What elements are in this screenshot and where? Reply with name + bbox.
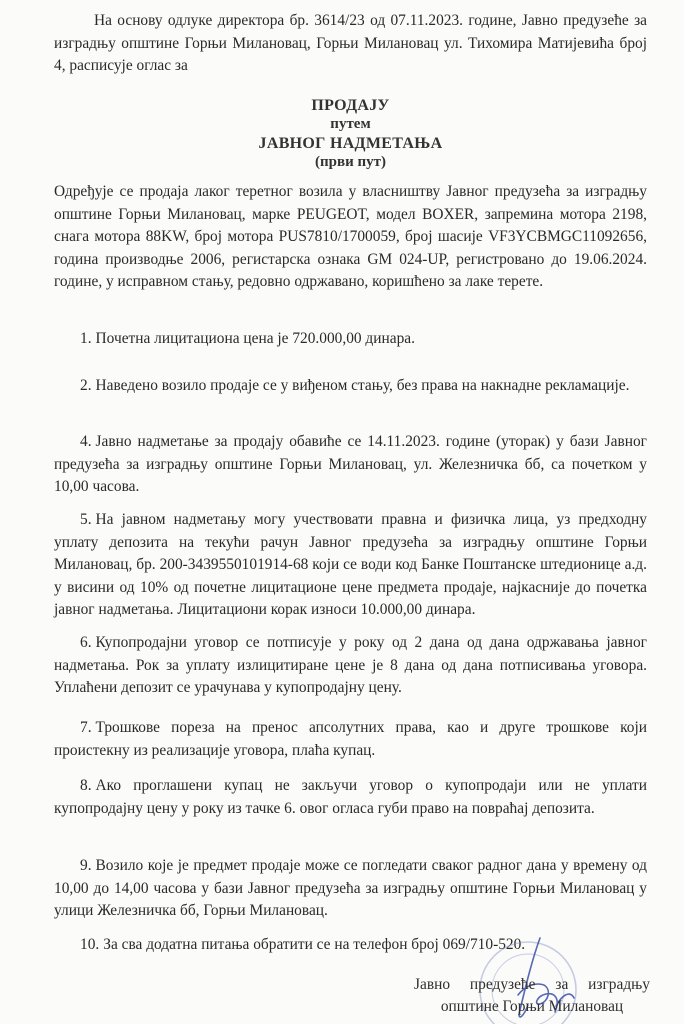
item-text: Ако проглашени купац не закључи уговор о купопродаји или не уплати купопродајну цену у року из тачке 6. овог огласа губи право на повраћај депозита.: [54, 777, 647, 817]
list-item: [54, 632, 647, 700]
list-item: [54, 431, 647, 499]
item-number: 4.: [80, 433, 92, 450]
item-number: 2.: [80, 377, 92, 394]
intro-paragraph: На основу одлуке директора бр. 3614/23 од 07.11.2023. године, Јавно предузеће за изградњу општине Горњи Милановац, Горњи Милановац ул. Тихомира Матијевића број 4, расписује оглас за: [54, 12, 647, 75]
heading-line-public-auction: ЈАВНОГ НАДМЕТАЊА: [258, 135, 443, 152]
list-item: [54, 375, 647, 398]
item-number: 7.: [80, 719, 92, 736]
item-number: 8.: [80, 777, 92, 794]
item-text: За сва додатна питања обратити се на телефон број 069/710-520.: [103, 936, 526, 953]
item-text: На јавном надметању могу учествовати правна и физичка лица, уз предходну уплату депозита на текући рачун Јавног предузећа за изградњу општине Горњи Милановац, бр. 200-3439550101914-68 који се води код Банке Поштанске штедионице а.д. у висини од 10% од почетне лицитационе цене предмета продаје, најкасније до почетка јавног надметања. Лицитациони корак износи 10.000,00 динара.: [54, 511, 647, 619]
item-text: Почетна лицитациона цена је 720.000,00 динара.: [95, 330, 415, 347]
heading-line-sale: ПРОДАЈУ: [311, 97, 390, 114]
item-number: 9.: [80, 857, 92, 874]
item-number: 5.: [80, 511, 92, 528]
announcement-heading: [54, 96, 647, 172]
list-item: [54, 717, 647, 762]
signature-org-line2: општине Горњи Милановац: [440, 998, 624, 1015]
list-item: [54, 775, 647, 820]
item-number: 10.: [80, 936, 100, 953]
heading-line-via: путем: [330, 116, 371, 132]
vehicle-description: Одређује се продаја лаког теретног возила у власништву Јавног предузећа за изградњу општине Горњи Милановац, марке PEUGEOT, модел BOXER, запремина мотора 2198, снага мотора 88KW, број мотора PUS7810/1700059, број шасије VF3YCBMGC11092656, година производње 2006, регистарска ознака GM 024-UP, регистровано до 19.06.2024. године, у исправном стању, редовно одржавано, коришћено за лаке терете.: [54, 183, 647, 291]
item-text: Наведено возило продаје се у виђеном стању, без права на накнадне рекламације.: [95, 377, 630, 394]
item-number: 1.: [80, 330, 92, 347]
list-item: [54, 328, 647, 351]
item-text: Купопродајни уговор се потписује у року од 2 дана од дана одржавања јавног надметања. Рок за уплату излицитиране цене је 8 дана од дана потписивања уговора. Уплаћени депозит се урачунава у купопродајну цену.: [54, 634, 647, 697]
signature-org-line1: Јавно предузеће за изградњу: [414, 976, 650, 993]
item-text: Јавно надметање за продају обавиће се 14.11.2023. године (уторак) у бази Јавног предузећа за изградњу општине Горњи Милановац, ул. Железничка бб, са почетком у 10,00 часова.: [54, 433, 647, 496]
signature-block: [414, 974, 650, 1018]
list-item: [54, 855, 647, 923]
item-number: 6.: [80, 634, 92, 651]
item-text: Трошкове пореза на пренос апсолутних права, као и друге трошкове који проистекну из реализације уговора, плаћа купац.: [54, 719, 647, 759]
list-item: [54, 934, 647, 957]
heading-line-first-time: (први пут): [315, 154, 386, 170]
list-item: [54, 509, 647, 622]
item-text: Возило које је предмет продаје може се погледати сваког радног дана у времену од 10,00 до 14,00 часова у бази Јавног предузећа за изградњу општине Горњи Милановац у улици Железничка бб, Горњи Милановац.: [54, 857, 647, 920]
